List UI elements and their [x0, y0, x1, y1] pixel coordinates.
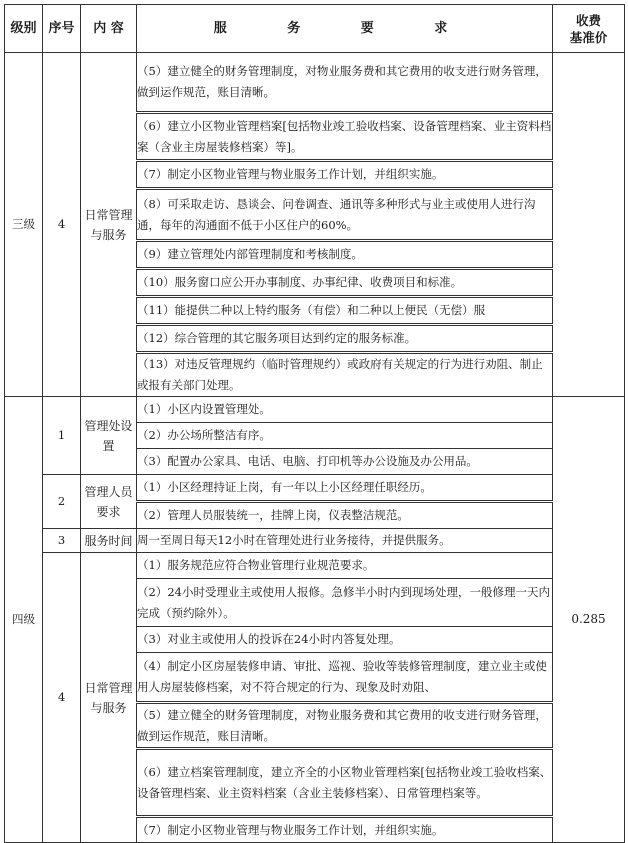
- requirement-item: （2）办公场所整洁有序。: [137, 423, 553, 449]
- price-cell-empty: [553, 53, 625, 397]
- header-content: 内 容: [81, 5, 137, 53]
- requirement-item: （7）制定小区物业管理与物业服务工作计划，并组织实施。: [137, 817, 553, 843]
- header-seq: 序号: [43, 5, 81, 53]
- table-row: [5, 397, 625, 423]
- price-cell: 0.285: [553, 397, 625, 843]
- table-row: [5, 553, 625, 579]
- service-standard-table: [4, 4, 625, 843]
- content-cell: 服务时间: [81, 529, 137, 553]
- seq-cell: 4: [43, 553, 81, 843]
- requirement-item: （7）制定小区物业管理与物业服务工作计划，并组织实施。: [137, 161, 553, 189]
- requirement-item: （5）建立健全的财务管理制度，对物业服务费和其它费用的收支进行财务管理，做到运作规范，账目清晰。: [137, 703, 553, 749]
- requirement-item: 周一至周日每天12小时在管理处进行业务接待，并提供服务。: [137, 529, 553, 553]
- requirement-item: （1）小区内设置管理处。: [137, 397, 553, 423]
- seq-cell: 3: [43, 529, 81, 553]
- table-row: [5, 529, 625, 553]
- header-level: 级别: [5, 5, 43, 53]
- requirement-item: （1）小区经理持证上岗，有一年以上小区经理任职经历。: [137, 475, 553, 502]
- requirement-item: （6）建立档案管理制度，建立齐全的小区物业管理档案[包括物业竣工验收档案、设备管理档案、业主资料档案（含业主装修档案）、日常管理档案等。: [137, 749, 553, 817]
- requirement-item: （10）服务窗口应公开办事制度、办事纪律、收费项目和标准。: [137, 269, 553, 297]
- content-label: 日常管理 与服务: [84, 207, 133, 242]
- level-cell: 四级: [5, 397, 43, 843]
- level-cell: 三级: [5, 53, 43, 397]
- table-header-row: [5, 5, 625, 53]
- requirement-item: （3）对业主或使用人的投诉在24小时内答复处理。: [137, 627, 553, 653]
- requirement-item: （8）可采取走访、恳谈会、问卷调查、通讯等多种形式与业主或使用人进行沟通，每年的沟通面不低于小区住户的60%。: [137, 189, 553, 241]
- content-cell: [81, 553, 137, 843]
- table-row: [5, 53, 625, 113]
- content-label: 管理处设 置: [84, 418, 133, 453]
- requirement-item: （6）建立小区物业管理档案[包括物业竣工验收档案、设备管理档案、业主资料档案（含业主房屋装修档案）等]。: [137, 113, 553, 161]
- requirement-item: （3）配置办公家具、电话、电脑、打印机等办公设施及办公用品。: [137, 449, 553, 475]
- header-requirements: 服 务 要 求: [137, 5, 553, 53]
- requirement-item: （13）对违反管理规约（临时管理规约）或政府有关规定的行为进行劝阻、制止或报有关部门处理。: [137, 353, 553, 397]
- header-price: [553, 5, 625, 53]
- requirement-item: （2）24小时受理业主或使用人报修。急修半小时内到现场处理，一般修理一天内完成（预约除外）。: [137, 579, 553, 627]
- requirement-item: （5）建立健全的财务管理制度，对物业服务费和其它费用的收支进行财务管理，做到运作规范，账目清晰。: [137, 53, 553, 113]
- requirement-item: （9）建立管理处内部管理制度和考核制度。: [137, 241, 553, 269]
- table-row: [5, 475, 625, 502]
- content-label: 日常管理 与服务: [84, 680, 133, 715]
- content-cell: [81, 475, 137, 529]
- requirement-item: （11）能提供二种以上特约服务（有偿）和二种以上便民（无偿）服: [137, 297, 553, 325]
- requirement-item: （4）制定小区房屋装修申请、审批、巡视、验收等装修管理制度，建立业主或使用人房屋装修档案，对不符合规定的行为、现象及时劝阻、: [137, 653, 553, 703]
- requirement-item: （1）服务规范应符合物业管理行业规范要求。: [137, 553, 553, 579]
- requirement-item: （12）综合管理的其它服务项目达到约定的服务标准。: [137, 325, 553, 353]
- content-label: 管理人员 要求: [84, 484, 133, 519]
- header-price-text: 收费 基准价: [569, 12, 608, 45]
- seq-cell: 2: [43, 475, 81, 529]
- seq-cell: 4: [43, 53, 81, 397]
- content-cell: [81, 397, 137, 475]
- seq-cell: 1: [43, 397, 81, 475]
- content-cell: [81, 53, 137, 397]
- requirement-item: （2）管理人员服装统一，挂牌上岗，仪表整洁规范。: [137, 502, 553, 529]
